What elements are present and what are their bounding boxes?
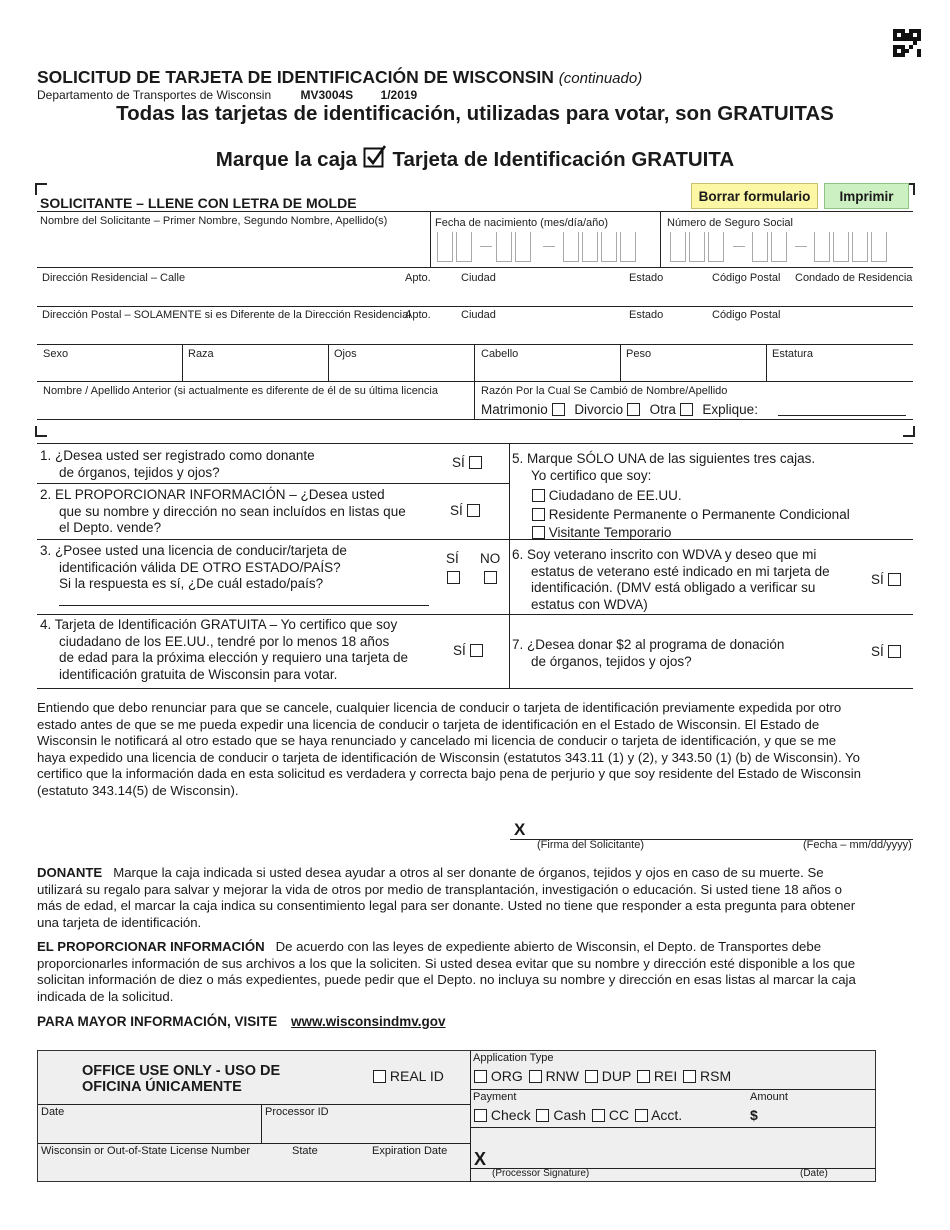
ssn-digit[interactable] [670,232,686,262]
divorce-label: Divorcio [574,402,624,417]
name-label: Nombre del Solicitante – Primer Nombre, Segundo Nombre, Apellido(s) [40,215,388,227]
mark-prefix: Marque la caja [215,148,358,171]
other-label: Otra [649,402,676,417]
amount-symbol: $ [750,1107,758,1123]
certification-line: estado antes de que se me pueda expedir una licencia de conducir o tarjeta de identificación en el Estado de Wisconsin. El Estado de [37,716,820,732]
info-line [37,939,856,956]
question-1 [40,448,315,481]
donor-line: una tarjeta de identificación. [37,914,202,930]
q3-line: identificación válida DE OTRO ESTADO/PAÍS? [59,559,341,575]
q1-line: de órganos, tejidos y ojos? [59,464,220,480]
q4-line: de edad para la próxima elección y requiero una tarjeta de [59,650,408,665]
applicant-signature-label: (Firma del Solicitante) [537,839,644,851]
office-use-title [82,1063,280,1095]
q5-option [532,524,850,543]
qr-code [893,29,921,57]
application-type-options [474,1068,731,1084]
certification-line: Entiendo que debo renunciar para que se cancele, cualquier licencia de conducir o tarjeta de identificación previamente expedida por otro [37,700,842,715]
info-paragraph [37,939,856,1005]
info-text: De acuerdo con las leyes de expediente abierto de Wisconsin, el Depto. de Transportes debe [275,939,822,954]
payment-label: Payment [473,1091,517,1103]
real-id-checkbox[interactable] [373,1070,386,1083]
race-label: Raza [188,348,214,360]
applicant-section-title: SOLICITANTE – LLENE CON LETRA DE MOLDE [40,195,357,211]
q2-yes [450,503,480,518]
ssn-digit[interactable] [852,232,868,262]
real-id [373,1068,444,1084]
dob-digit[interactable] [620,232,636,262]
corner-mark [903,426,915,437]
temporary-visitor-checkbox[interactable] [532,526,545,539]
signature-date-input[interactable] [800,822,910,838]
q4-line: ciudadano de los EE.UU., tendré por lo menos 18 años [59,633,390,649]
q5-line: 5. Marque SÓLO UNA de las siguientes tres cajas. [512,451,816,466]
dob-label: Fecha de nacimiento (mes/día/año) [435,217,609,229]
q2-line: que su nombre y dirección no sean incluídos en listas que [59,503,406,519]
mark-suffix: Tarjeta de Identificación GRATUITA [392,148,735,171]
yes-label: SÍ [871,572,884,587]
other-checkbox[interactable] [680,403,693,416]
q2-line: el Depto. vende? [59,520,162,535]
question-4 [40,617,408,683]
question-2 [40,487,406,537]
checked-box-icon [363,145,387,169]
processor-signature-input[interactable] [490,1147,860,1167]
acct-checkbox[interactable] [635,1109,648,1122]
ssn-digit[interactable] [833,232,849,262]
street-label: Dirección Residencial – Calle [42,272,186,284]
previous-name-input[interactable] [40,400,470,418]
q5-option [532,506,850,525]
dob-digit[interactable] [437,232,453,262]
q1-line: 1. ¿Desea usted ser registrado como donante [40,448,315,463]
form-title [37,67,642,88]
ssn-digit[interactable] [752,232,768,262]
q3-no-checkbox[interactable] [484,571,497,584]
payment-option-label: Acct. [651,1107,683,1123]
form-subheader [37,88,417,102]
info-line: proporcionarles información de sus archivos a los que la soliciten. Si usted desea evitar que su nombre y dirección esté disponible a los que [37,955,856,971]
print-button[interactable]: Imprimir [824,183,909,209]
eyes-label: Ojos [334,348,357,360]
more-info-label: PARA MAYOR INFORMACIÓN, VISITE [37,1014,278,1029]
divorce-checkbox[interactable] [627,403,640,416]
application-type-label: Application Type [473,1052,554,1064]
county-label: Condado de Residencia [795,272,913,284]
form-number: MV3004S [300,88,354,102]
q6-line: identificación. (DMV está obligado a verificar su [531,580,816,595]
donor-heading: DONANTE [37,865,103,880]
cc-checkbox[interactable] [592,1109,605,1122]
q3-state-input[interactable] [59,590,429,606]
dob-digit[interactable] [515,232,531,262]
donor-line: más de edad, el marcar la caja indica su consentimiento legal para ser donante. Usted no tiene que responder a esta pregunta para obtener [37,898,856,913]
donor-line [37,865,855,882]
app-type-label: REI [653,1068,678,1084]
q4-yes [453,643,483,658]
clear-form-button[interactable]: Borrar formulario [691,183,818,209]
weight-label: Peso [626,348,652,360]
q4-yes-checkbox[interactable] [470,644,483,657]
yes-label: SÍ [871,644,884,659]
org-checkbox[interactable] [474,1070,487,1083]
certification-line: (estatuto 343.14(5) de Wisconsin). [37,782,239,798]
processor-signature-label: (Processor Signature) [492,1168,590,1179]
cash-checkbox[interactable] [536,1109,549,1122]
free-banner: Todas las tarjetas de identificación, utilizadas para votar, son GRATUITAS [116,102,834,125]
app-type-label: RNW [545,1068,579,1084]
certification-line: haya expedido una licencia de conducir o tarjeta de identificación de Wisconsin (estatutos 343.11 (1) y (2), y 343.50 (1) (b) de Wisconsin). Yo [37,749,860,765]
question-7 [512,637,784,670]
mailing-state-label: Estado [629,309,664,321]
q2-yes-checkbox[interactable] [467,504,480,517]
yes-label: SÍ [452,455,465,470]
mailing-zip-label: Código Postal [712,309,781,321]
explain-label: Explique: [702,402,758,417]
donor-text: Marque la caja indicada si usted desea ayudar a otros al ser donante de órganos, tejidos y ojos en caso de su muerte. Se [113,865,824,880]
q3-line: Si la respuesta es sí, ¿De cuál estado/país? [59,576,324,591]
office-title-line: OFFICE USE ONLY - USO DE [82,1063,281,1079]
yes-label: SÍ [450,503,463,518]
mailing-input[interactable] [40,323,910,341]
payment-option-label: Cash [553,1107,587,1123]
q5-option [532,487,850,506]
previous-name-label: Nombre / Apellido Anterior (si actualmente es diferente de él de su última licencia [43,385,438,397]
more-info [37,1014,446,1029]
form-title-suffix: (continuado) [558,70,643,87]
applicant-signature-input[interactable] [530,822,780,838]
date-label: Date [41,1106,65,1118]
donor-line: utilizará su regalo para salvar y mejorar la vida de otros por medio de transplantación, investigación o educación. Si usted tiene 18 años o [37,881,842,897]
question-5 [512,451,815,484]
office-state-label: State [292,1145,318,1157]
payment-options [474,1107,682,1123]
q3-yes-label: SÍ [446,551,459,566]
certification-line: Wisconsin le notificará al otro estado que se haya renunciado y cancelado mi licencia de conducir o tarjeta de identificación, y que se me [37,733,837,748]
q5-line: Yo certifico que soy: [531,467,652,483]
hair-label: Cabello [481,348,519,360]
department: Departamento de Transportes de Wisconsin [37,88,272,102]
ssn-digit[interactable] [771,232,787,262]
dob-digit[interactable] [601,232,617,262]
signature-date-label: (Fecha – mm/dd/yyyy) [803,839,912,851]
sex-label: Sexo [43,348,69,360]
amount-label: Amount [750,1091,788,1103]
license-number-label: Wisconsin or Out-of-State License Number [41,1145,251,1157]
info-heading: EL PROPORCIONAR INFORMACIÓN [37,939,265,954]
rsm-checkbox[interactable] [683,1070,696,1083]
q4-line: 4. Tarjeta de Identificación GRATUITA – Yo certifico que soy [40,617,398,632]
marriage-checkbox[interactable] [552,403,565,416]
q7-yes [871,644,901,659]
q7-yes-checkbox[interactable] [888,645,901,658]
q3-no-label: NO [480,551,501,566]
dob-digit[interactable] [496,232,512,262]
processor-id-label: Processor ID [265,1106,329,1118]
corner-mark [35,426,47,437]
rnw-checkbox[interactable] [529,1070,542,1083]
payment-option-label: Check [490,1107,531,1123]
q5-option-label: Residente Permanente o Permanente Condicional [548,506,850,522]
q5-options [532,487,850,543]
q6-yes-checkbox[interactable] [888,573,901,586]
permanent-resident-checkbox[interactable] [532,508,545,521]
mark-box-line [0,145,950,172]
rei-checkbox[interactable] [637,1070,650,1083]
explain-input[interactable] [778,402,906,416]
q3-yes-checkbox[interactable] [447,571,460,584]
expiration-date-label: Expiration Date [372,1145,448,1157]
name-change-reason-label: Razón Por la Cual Se Cambió de Nombre/Apellido [481,385,728,397]
q3-line: 3. ¿Posee usted una licencia de conducir/tarjeta de [40,543,347,558]
q5-option-label: Visitante Temporario [548,525,672,540]
q6-line: 6. Soy veterano inscrito con WDVA y deseo que mi [512,547,817,562]
payment-option-label: CC [608,1107,630,1123]
dup-checkbox[interactable] [585,1070,598,1083]
processor-date-label: (Date) [800,1168,828,1179]
q6-yes [871,572,901,587]
question-6 [512,547,830,613]
yes-label: SÍ [453,643,466,658]
q1-yes [452,455,482,470]
info-line: solicitan información de diez o más expedientes, puede pedir que el Depto. no incluya su nombre y dirección en esas listas al marcar la caja [37,972,856,987]
real-id-label: REAL ID [389,1068,444,1084]
dob-digit[interactable] [563,232,579,262]
app-type-label: RSM [700,1068,732,1084]
check-checkbox[interactable] [474,1109,487,1122]
certification-line: certifico que la información dada en esta solicitud es verdadera y correcta bajo pena de perjurio y que soy residente del Estado de Wisconsin [37,766,861,781]
signature-x: X [514,820,526,839]
form-title-text: SOLICITUD DE TARJETA DE IDENTIFICACIÓN DE WISCONSIN [37,67,554,87]
citizen-checkbox[interactable] [532,489,545,502]
office-use-box [37,1050,876,1182]
app-type-label: DUP [601,1068,632,1084]
q5-option-label: Ciudadano de EE.UU. [548,488,682,503]
q6-line: estatus de veterano esté indicado en mi tarjeta de [531,563,830,579]
app-type-label: ORG [490,1068,523,1084]
q1-yes-checkbox[interactable] [469,456,482,469]
q7-line: de órganos, tejidos y ojos? [531,653,692,669]
ssn-digit[interactable] [708,232,724,262]
certification-text [37,700,861,799]
dmv-website-link[interactable]: www.wisconsindmv.gov [291,1014,446,1029]
mailing-label: Dirección Postal – SOLAMENTE si es Diferente de la Dirección Residencial [42,309,411,321]
donor-paragraph [37,865,855,931]
state-label: Estado [629,272,664,284]
q2-line: 2. EL PROPORCIONAR INFORMACIÓN – ¿Desea usted [40,487,385,502]
ssn-digit[interactable] [814,232,830,262]
marriage-label: Matrimonio [481,402,548,417]
zip-label: Código Postal [712,272,781,284]
apt-label: Apto. [405,272,431,284]
office-title-line: OFICINA ÚNICAMENTE [82,1079,242,1095]
q7-line: 7. ¿Desea donar $2 al programa de donación [512,637,785,652]
mailing-city-label: Ciudad [461,309,496,321]
q4-line: identificación gratuita de Wisconsin para votar. [59,666,338,682]
question-3 [40,543,347,593]
q6-line: estatus con WDVA) [531,596,648,612]
mailing-apt-label: Apto. [405,309,431,321]
height-label: Estatura [772,348,813,360]
dob-digit[interactable] [456,232,472,262]
ssn-label: Número de Seguro Social [667,217,793,229]
street-input[interactable] [40,286,910,304]
corner-mark [35,183,47,195]
processor-signature-x: X [474,1149,487,1169]
ssn-digit[interactable] [689,232,705,262]
dob-digit[interactable] [582,232,598,262]
name-change-options [481,402,758,417]
form-date: 1/2019 [380,88,418,102]
city-label: Ciudad [461,272,496,284]
name-input[interactable] [40,230,425,266]
info-line: indicada de la solicitud. [37,988,174,1004]
ssn-digit[interactable] [871,232,887,262]
